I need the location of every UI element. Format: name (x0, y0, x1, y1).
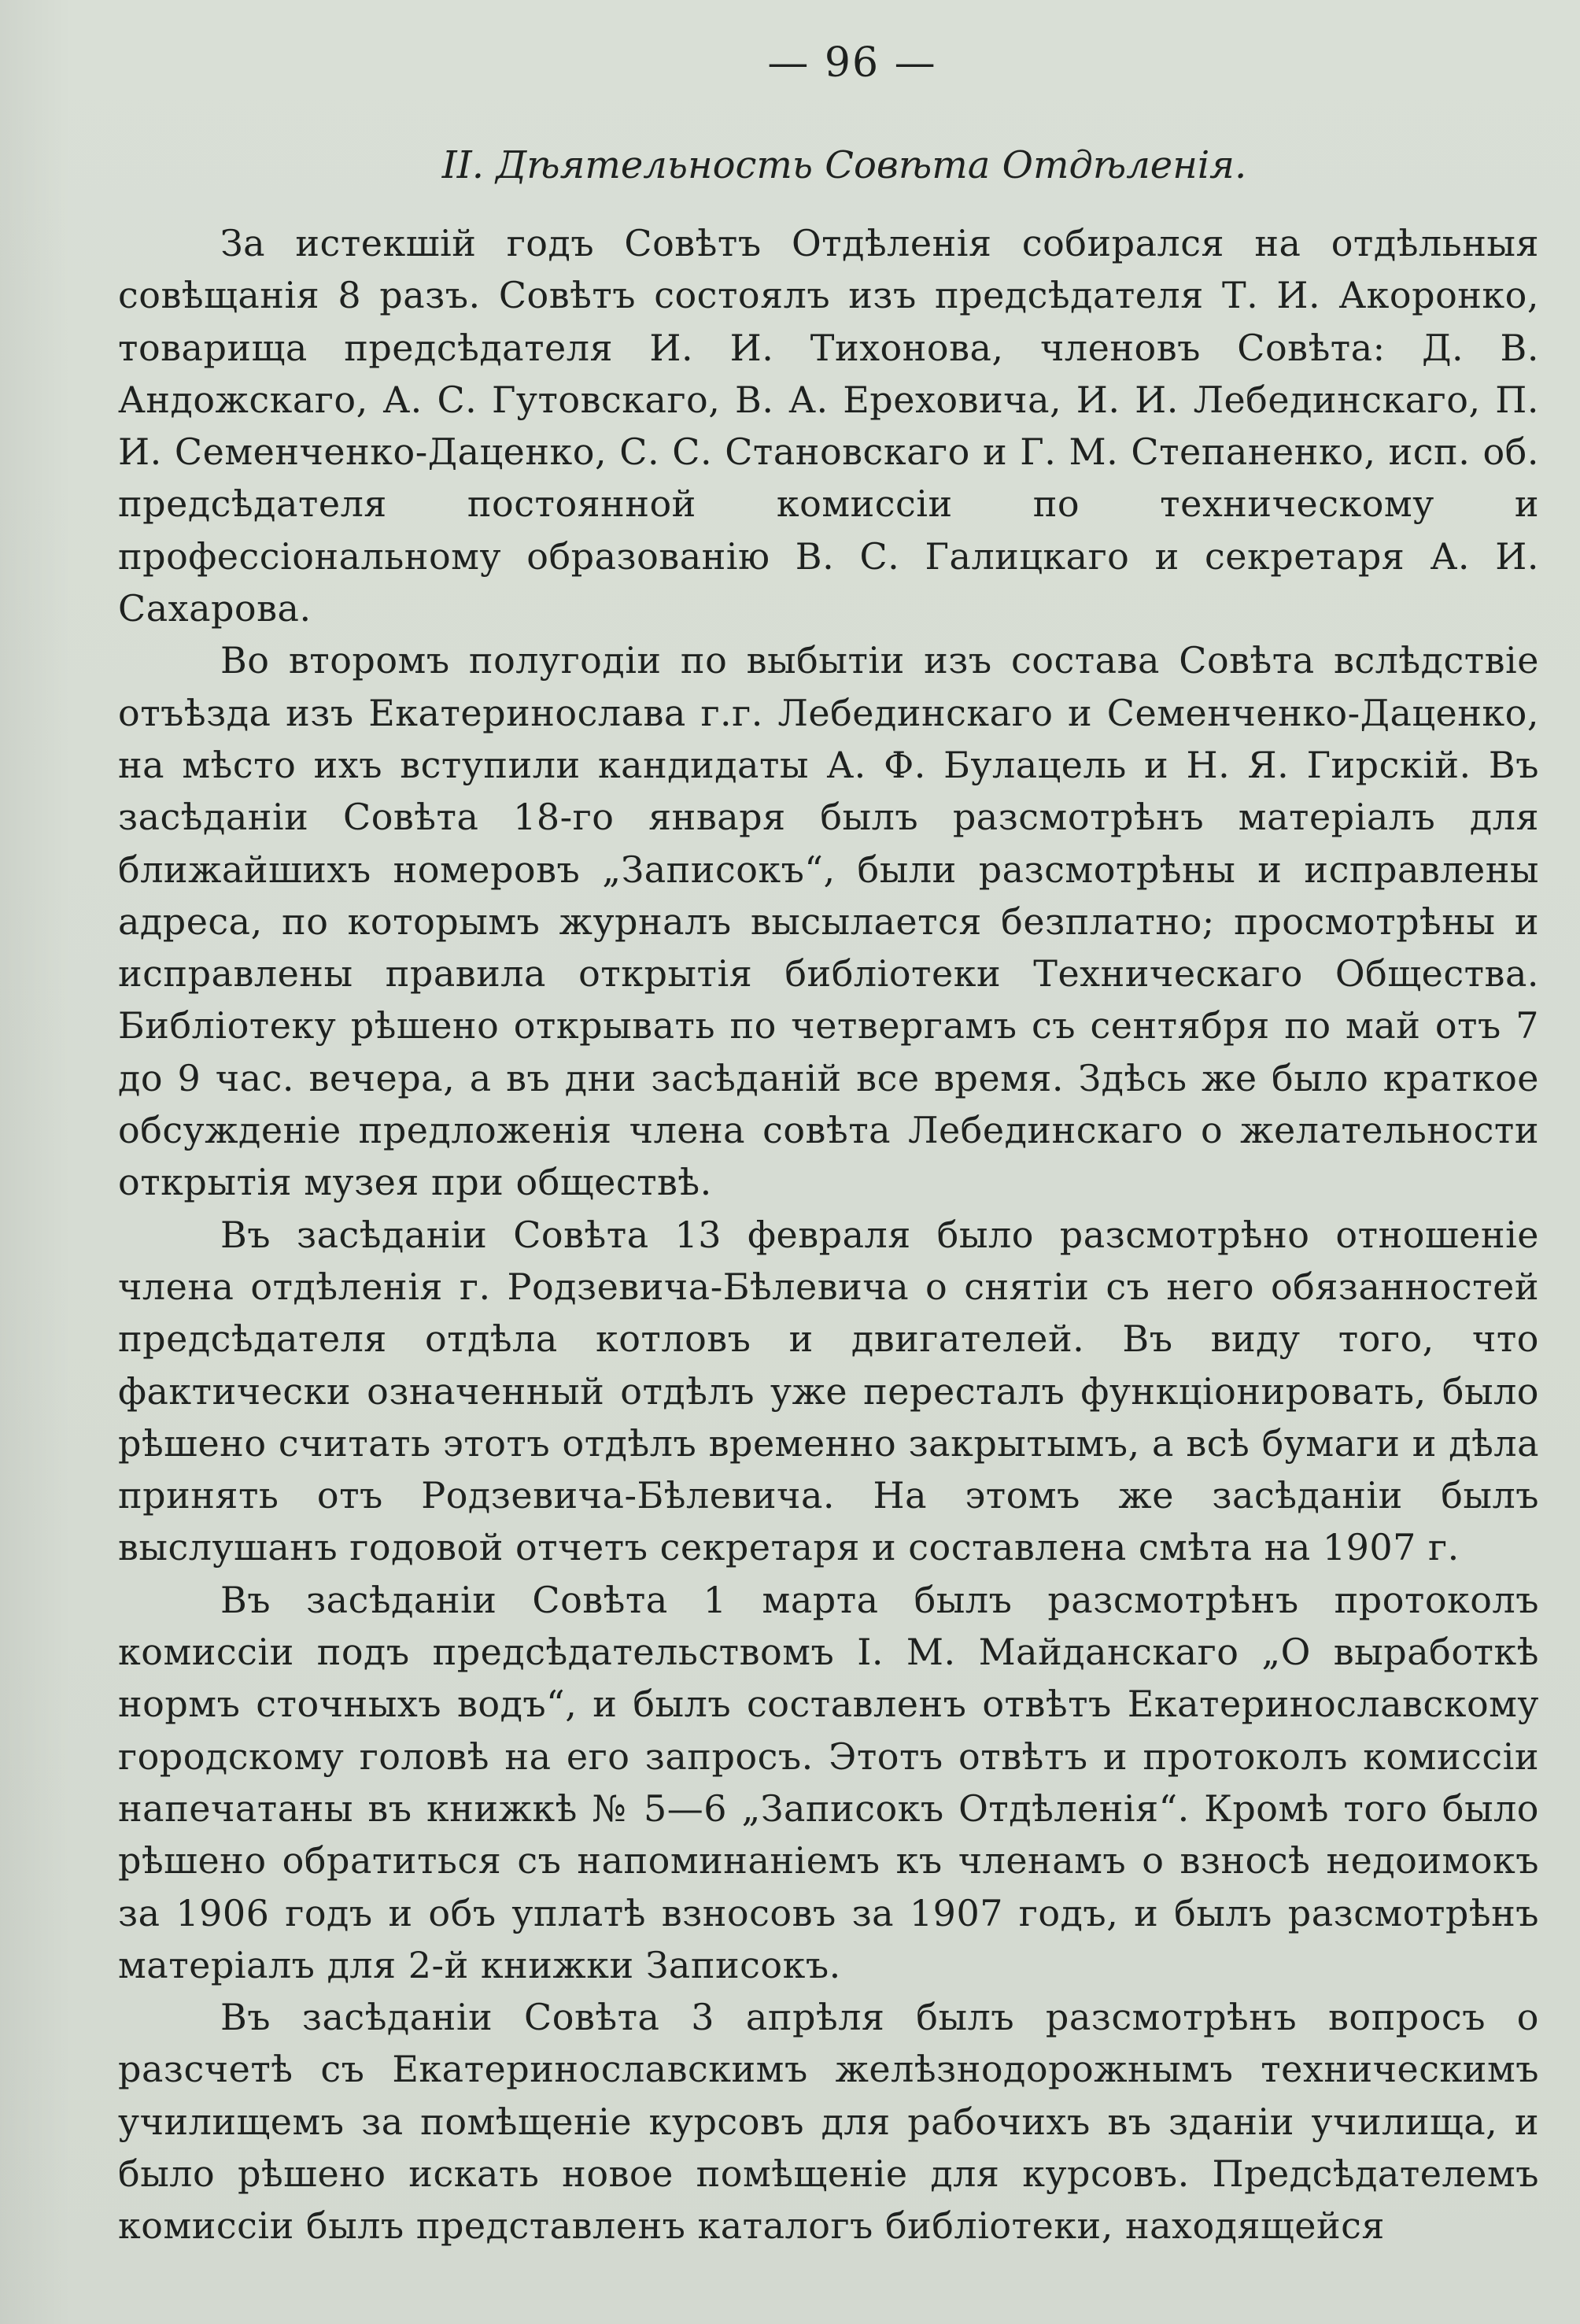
paragraph-2: Во второмъ полугодіи по выбытіи изъ состава Совѣта вслѣдствіе отъѣзда изъ Екатеринослава г.г. Лебединскаго и Семенченко-Даценко, на мѣсто ихъ вступили кандидаты А. Ф. Булацель и Н. Я. Гирскій. Въ засѣданіи Совѣта 18-го января былъ разсмотрѣнъ матеріалъ для ближайшихъ номеровъ „Записокъ“, были разсмотрѣны и исправлены адреса, по которымъ журналъ высылается безплатно; просмотрѣны и исправлены правила открытія библіотеки Техническаго Общества. Библіотеку рѣшено открывать по четвергамъ съ сентября по май отъ 7 до 9 час. вечера, а въ дни засѣданій все время. Здѣсь же было краткое обсужденіе предложенія члена совѣта Лебединскаго о желательности открытія музея при обществѣ. (118, 639, 1539, 1204)
paragraph-4: Въ засѣданіи Совѣта 1 марта былъ разсмотрѣнъ протоколъ комиссіи подъ предсѣдательствомъ І. М. Майданскаго „О выработкѣ нормъ сточныхъ водъ“, и былъ составленъ отвѣтъ Екатеринославскому городскому головѣ на его запросъ. Этотъ отвѣтъ и протоколъ комиссіи напечатаны въ книжкѣ № 5—6 „Записокъ Отдѣленія“. Кромѣ того было рѣшено обратиться съ напоминаніемъ къ членамъ о взносѣ недоимокъ за 1906 годъ и объ уплатѣ взносовъ за 1907 годъ, и былъ разсмотрѣнъ матеріалъ для 2-й книжки Записокъ. (118, 1578, 1539, 1986)
paragraph-1: За истекшій годъ Совѣтъ Отдѣленія собирался на отдѣльныя совѣщанія 8 разъ. Совѣтъ состоялъ изъ предсѣдателя Т. И. Акоронко, товарища предсѣдателя И. И. Тихонова, членовъ Совѣта: Д. В. Андожскаго, А. С. Гутовскаго, В. А. Ереховича, И. И. Лебединскаго, П. И. Семенченко-Даценко, С. С. Становскаго и Г. М. Степаненко, исп. об. предсѣдателя постоянной комиссіи по техническому и профессіональному образованію В. С. Галицкаго и секретаря А. И. Сахарова. (118, 222, 1539, 630)
section-title: II. Дѣятельность Совѣта Отдѣленія. (441, 143, 1247, 187)
paragraph-3: Въ засѣданіи Совѣта 13 февраля было разсмотрѣно отношеніе члена отдѣленія г. Родзевича-Бѣлевича о снятіи съ него обязанностей предсѣдателя отдѣла котловъ и двигателей. Въ виду того, что фактически означенный отдѣлъ уже пересталъ функціонировать, было рѣшено считать этотъ отдѣлъ временно закрытымъ, а всѣ бумаги и дѣла принять отъ Родзевича-Бѣлевича. На этомъ же засѣданіи былъ выслушанъ годовой отчетъ секретаря и составлена смѣта на 1907 г. (118, 1213, 1539, 1569)
page-number: — 96 — (767, 39, 937, 87)
paragraph-5: Въ засѣданіи Совѣта 3 апрѣля былъ разсмотрѣнъ вопросъ о разсчетѣ съ Екатеринославскимъ желѣзнодорожнымъ техническимъ училищемъ за помѣщеніе курсовъ для рабочихъ въ зданіи училища, и было рѣшено искать новое помѣщеніе для курсовъ. Предсѣдателемъ комиссіи былъ представленъ каталогъ библіотеки, находящейся (118, 1996, 1539, 2248)
